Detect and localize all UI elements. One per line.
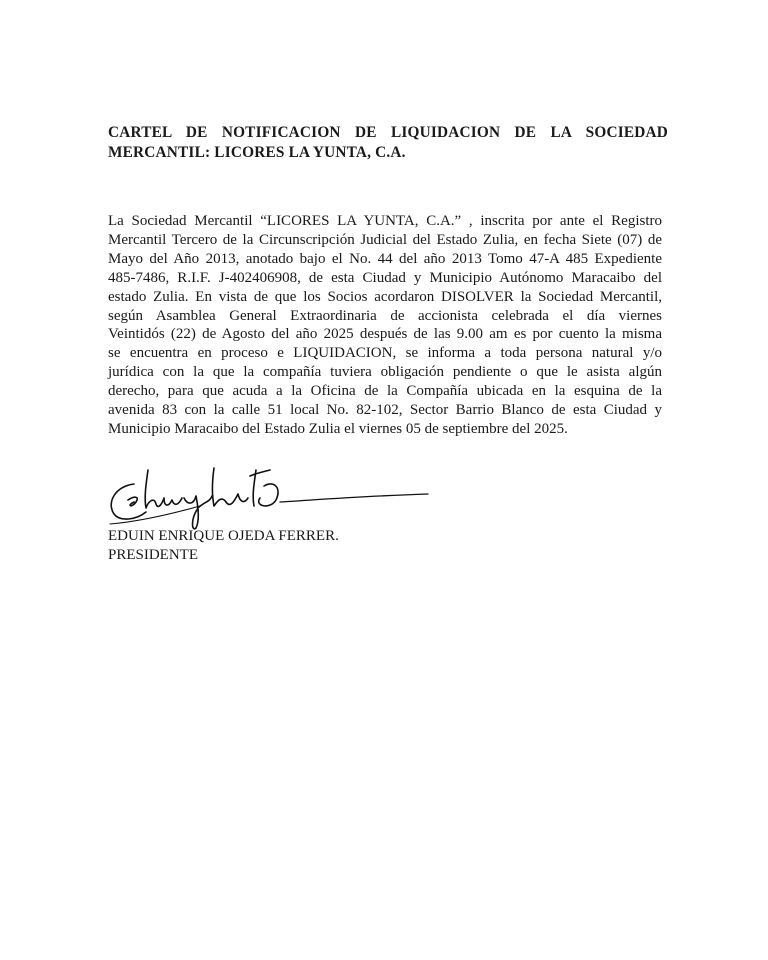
body-line: La Sociedad Mercantil “LICORES LA YUNTA, C.A.” , inscrita por ante el Registro [108, 213, 662, 229]
body-line: jurídica con la que la compañía tuviera obligación pendiente o que le asista algún [108, 364, 662, 381]
notice-title [108, 123, 668, 163]
body-line: derecho, para que acuda a la Oficina de la Compañía ubicada en la esquina de la [108, 383, 662, 400]
title-line: CARTEL DE NOTIFICACION DE LIQUIDACION DE LA SOCIEDAD [108, 124, 668, 141]
body-line: avenida 83 con la calle 51 local No. 82-102, Sector Barrio Blanco de esta Ciudad y [108, 402, 662, 419]
body-line: se encuentra en proceso e LIQUIDACION, se informa a toda persona natural y/o [108, 345, 662, 362]
signer-name: EDUIN ENRIQUE OJEDA FERRER. [108, 528, 339, 544]
signer-block [108, 527, 339, 565]
body-line: según Asamblea General Extraordinaria de accionista celebrada el día viernes [108, 307, 662, 324]
title-line: MERCANTIL: LICORES LA YUNTA, C.A. [108, 144, 406, 161]
signer-role: PRESIDENTE [108, 547, 198, 563]
body-line: Veintidós (22) de Agosto del año 2025 después de las 9.00 am es por cuento la misma [108, 326, 662, 343]
body-line: Municipio Maracaibo del Estado Zulia el viernes 05 de septiembre del 2025. [108, 420, 568, 437]
body-line: Mayo del Año 2013, anotado bajo el No. 44 del año 2013 Tomo 47-A 485 Expediente [108, 250, 662, 267]
body-line: Mercantil Tercero de la Circunscripción Judicial del Estado Zulia, en fecha Siete (07) de [108, 231, 662, 248]
body-line: 485-7486, R.I.F. J-402406908, de esta Ciudad y Municipio Autónomo Maracaibo del [108, 269, 662, 286]
notice-body [108, 212, 662, 439]
body-line: estado Zulia. En vista de que los Socios acordaron DISOLVER la Sociedad Mercantil, [108, 288, 662, 305]
handwritten-signature [104, 462, 434, 532]
